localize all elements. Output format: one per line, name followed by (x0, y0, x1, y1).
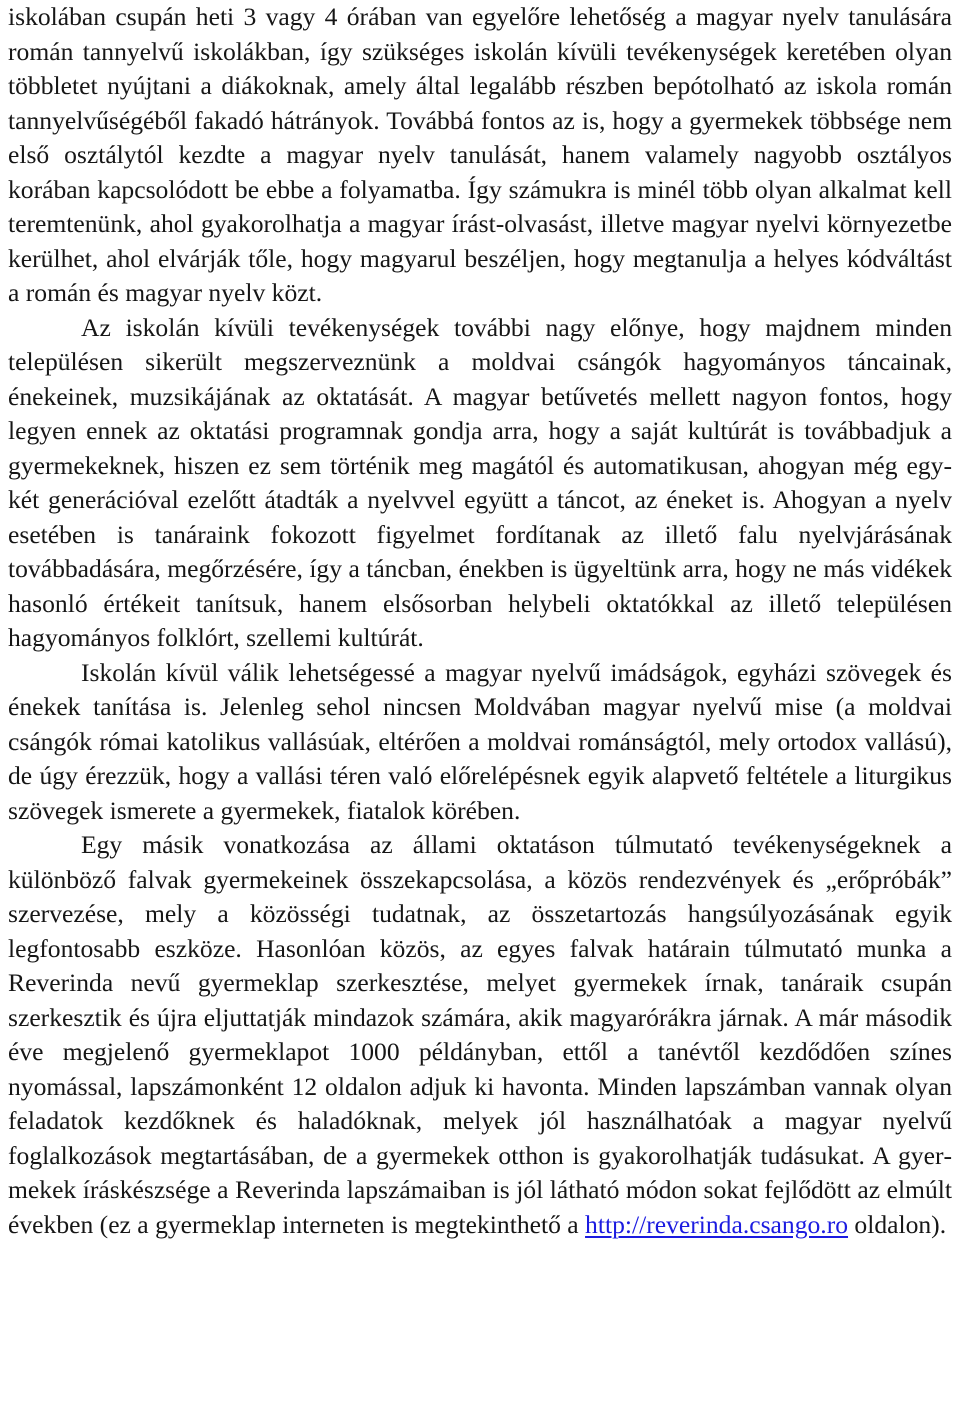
paragraph-4-tail: oldalon). (848, 1209, 947, 1239)
paragraph-3: Iskolán kívül válik lehetségessé a magyar nyelvű imádságok, egyházi szövegek és énekek tanítása is. Jelenleg sehol nincsen Moldvában magyar nyelvű mise (a moldvai csángók római katolikus vallásúak, eltérően a moldvai románságtól, mely ortodox vallású), de úgy érezzük, hogy a vallási téren való előrelépésnek egyik alapvető feltétele a liturgikus szövegek ismerete a gyermekek, fiatalok körében. (8, 657, 952, 825)
reverinda-link[interactable]: http://reverinda.csango.ro (585, 1209, 849, 1239)
paragraph-4-text: Egy másik vonatkozása az állami oktatáson túlmutató tevékenységeknek a különböző falvak gyermekeinek összekapcsolása, a közös rendezvények és „erőpróbák” szervezése, mely a közösségi tudatnak, az összetartozás hangsúlyozásának egyik legfontosabb eszköze. Hasonlóan közös, az egyes falvak határain túlmutató munka a Reverinda nevű gyermeklap szerkesztése, melyet gyermekek írnak, tanáraik csupán szerkesztik és újra eljuttatják mindazok számára, akik magyarórákra járnak. A már második éve megjelenő gyermeklapot 1000 példányban, ettől a tanévtől kezdődően színes nyomással, lapszámonként 12 oldalon adjuk ki havonta. Minden lapszámban vannak olyan feladatok kezdőknek és haladóknak, melyek jól használhatóak a magyar nyelvű foglalkozások megtartásában, de a gyermekek otthon is gyakorolhatják tudásukat. A gyermekek íráskészsége a Reverinda lapszámaiban is jól látható módon sokat fejlődött az elmúlt években (ez a gyermeklap interneten is megtekinthető a (8, 830, 952, 1239)
paragraph-2: Az iskolán kívüli tevékenységek további nagy előnye, hogy majdnem minden településen sikerült megszerveznünk a moldvai csángók hagyományos táncainak, énekeinek, muzsikájának az oktatását. A magyar betűvetés mellett nagyon fontos, hogy legyen ennek az oktatási programnak gondja arra, hogy a saját kultúrát is továbbadjuk a gyermekeknek, hiszen ez sem történik meg magától és automatikusan, ahogyan még egy-két generációval ezelőtt átadták a nyelvvel együtt a táncot, az éneket is. Ahogyan a nyelv esetében is tanáraink fokozott figyelmet fordítanak az illető falu nyelvjárásának továbbadására, megőrzésére, így a táncban, énekben is ügyeltünk arra, hogy ne más vidékek hasonló értékeit tanítsuk, hanem elsősorban helybeli oktatókkal az illető településen hagyományos folklórt, szellemi kultúrát. (8, 312, 952, 652)
paragraph-1: iskolában csupán heti 3 vagy 4 órában van egyelőre lehetőség a magyar nyelv tanulására román tannyelvű iskolákban, így szükséges iskolán kívüli tevékenységek keretében olyan többletet nyújtani a diákoknak, amely által legalább részben bepótolható az iskola román tannyelvűségéből fakadó hátrányok. Továbbá fontos az is, hogy a gyermekek többsége nem első osztálytól kezdte a magyar nyelv tanulását, hanem valamely nagyobb osztályos korában kapcsolódott be ebbe a folyamatba. Így számukra is minél több olyan alkalmat kell teremtenünk, ahol gyakorolhatja a magyar írást-olvasást, illetve magyar nyelvi környezetbe kerülhet, ahol elvárják tőle, hogy magyarul beszéljen, hogy megtanulja a helyes kódváltást a román és magyar nyelv közt. (8, 2, 952, 307)
paragraph-4 (8, 828, 952, 1242)
